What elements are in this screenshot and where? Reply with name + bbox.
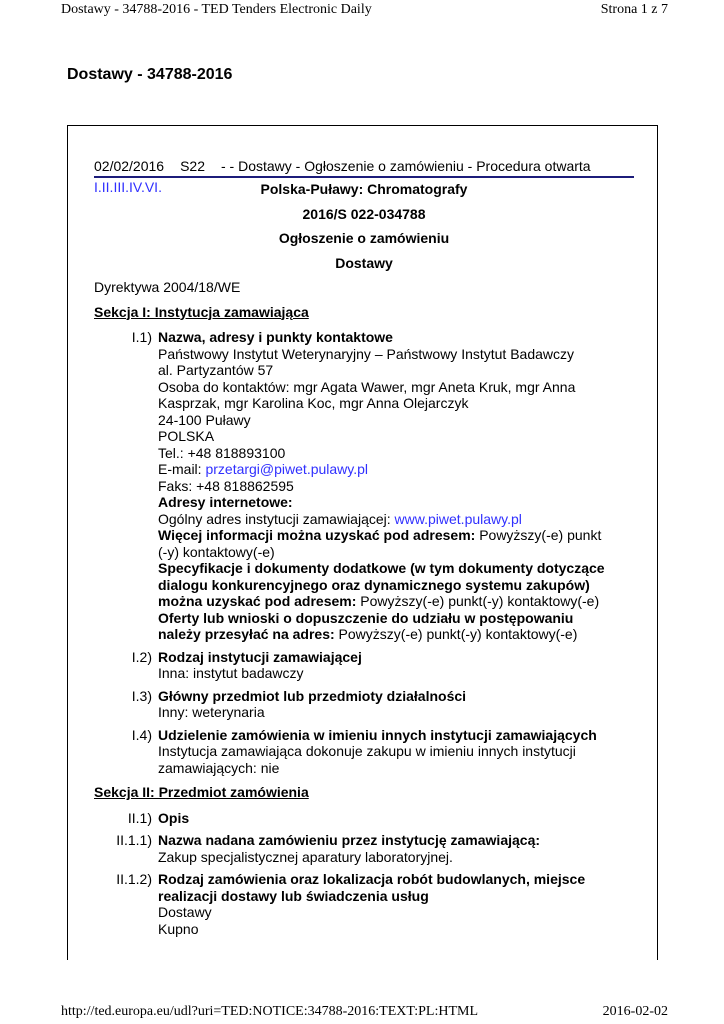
- email-line: [158, 461, 634, 478]
- contract-type: Dostawy: [335, 254, 393, 271]
- item-value: Inna: instytut badawczy: [158, 665, 304, 681]
- item-title: Nazwa, adresy i punkty kontaktowe: [158, 329, 393, 345]
- item-title: Rodzaj instytucji zamawiającej: [158, 648, 362, 665]
- item-number: II.1): [127, 809, 152, 826]
- street: al. Partyzantów 57: [158, 362, 274, 378]
- more-info-value-cont: (-y) kontaktowy(-e): [158, 543, 275, 560]
- item-value-2: Kupno: [158, 920, 199, 937]
- email-link[interactable]: przetargi@piwet.pulawy.pl: [205, 461, 369, 477]
- spec-label-1: Specyfikacje i dokumenty dodatkowe (w tym dokumenty dotyczące: [158, 560, 605, 576]
- section-1-heading: Sekcja I: Instytucja zamawiająca: [94, 303, 309, 320]
- print-footer-date: 2016-02-02: [602, 1004, 668, 1019]
- item-number: I.3): [131, 687, 152, 704]
- email-label: E-mail:: [158, 461, 206, 477]
- print-footer-url: http://ted.europa.eu/udl?uri=TED:NOTICE:34788-2016:TEXT:PL:HTML: [61, 1004, 479, 1019]
- item-i3: [94, 688, 634, 721]
- notice-series: S22: [180, 158, 205, 174]
- document-title: Dostawy - 34788-2016: [67, 66, 233, 83]
- item-number: II.1.1): [116, 832, 152, 848]
- offers-label-1: Oferty lub wnioski o dopuszczenie do udziału w postępowaniu: [158, 609, 574, 626]
- item-value-2: zamawiających: nie: [158, 759, 280, 776]
- spec-label-3: można uzyskać pod adresem:: [158, 593, 357, 609]
- section-links[interactable]: I.II.III.IV.VI.: [94, 178, 162, 195]
- item-ii1: [94, 810, 634, 827]
- frame-right-border: [657, 125, 658, 960]
- frame-left-border: [67, 125, 68, 960]
- notice-type: Ogłoszenie o zamówieniu: [278, 230, 450, 246]
- spec-line: [158, 593, 634, 610]
- item-i1: [94, 329, 634, 643]
- item-title: Opis: [158, 809, 190, 826]
- place-subject: Polska-Puławy: Chromatografy: [260, 181, 468, 197]
- notice-content: [94, 158, 634, 937]
- item-ii12: [94, 871, 634, 937]
- item-value: Inny: weterynaria: [158, 704, 265, 720]
- frame-top-border: [67, 125, 658, 126]
- item-number: I.4): [131, 726, 152, 743]
- item-number: I.1): [131, 329, 152, 345]
- notice-header-line: [94, 158, 634, 178]
- item-value-1: Dostawy: [158, 904, 212, 920]
- offers-value: Powyższy(-e) punkt(-y) kontaktowy(-e): [334, 626, 578, 642]
- more-info-value: Powyższy(-e) punkt: [475, 527, 602, 543]
- contact-persons-1: Osoba do kontaktów: mgr Agata Wawer, mgr Aneta Kruk, mgr Anna: [158, 378, 576, 395]
- city: 24-100 Puławy: [158, 411, 251, 428]
- more-info-line: [158, 527, 634, 544]
- item-title-1: Rodzaj zamówienia oraz lokalizacja robót budowlanych, miejsce: [158, 871, 586, 887]
- item-value: Zakup specjalistycznej aparatury laboratoryjnej.: [158, 848, 453, 865]
- item-i2: [94, 649, 634, 682]
- item-value-1: Instytucja zamawiająca dokonuje zakupu w imieniu innych instytucji: [158, 743, 576, 759]
- item-i4: [94, 727, 634, 777]
- internet-label: Adresy internetowe:: [158, 494, 293, 510]
- spec-value: Powyższy(-e) punkt(-y) kontaktowy(-e): [356, 593, 600, 609]
- item-number: II.1.2): [116, 871, 152, 887]
- section-2-heading: Sekcja II: Przedmiot zamówienia: [94, 784, 309, 800]
- fax: Faks: +48 818862595: [158, 477, 294, 494]
- item-title-2: realizacji dostawy lub świadczenia usług: [158, 887, 429, 904]
- country: POLSKA: [158, 428, 215, 444]
- institution-name: Państwowy Instytut Weterynaryjny – Państwowy Instytut Badawczy: [158, 345, 575, 362]
- notice-heading: - - Dostawy - Ogłoszenie o zamówieniu - Procedura otwarta: [221, 158, 591, 174]
- offers-line: [158, 626, 634, 643]
- notice-number: 2016/S 022-034788: [302, 205, 426, 222]
- telephone: Tel.: +48 818893100: [158, 444, 286, 461]
- item-title: Udzielenie zamówienia w imieniu innych instytucji zamawiających: [158, 726, 597, 743]
- general-address-line: [158, 511, 634, 528]
- item-title: Nazwa nadana zamówieniu przez instytucję zamawiającą:: [158, 832, 541, 848]
- more-info-label: Więcej informacji można uzyskać pod adresem:: [158, 527, 476, 543]
- item-title: Główny przedmiot lub przedmioty działalności: [158, 687, 467, 704]
- item-ii11: [94, 832, 634, 865]
- contact-persons-2: Kasprzak, mgr Karolina Koc, mgr Anna Olejarczyk: [158, 395, 469, 411]
- spec-label-2: dialogu konkurencyjnego oraz dynamicznego systemu zakupów): [158, 576, 590, 593]
- notice-date: 02/02/2016: [94, 158, 165, 174]
- print-header-title: Dostawy - 34788-2016 - TED Tenders Electronic Daily: [61, 2, 372, 17]
- general-address-label: Ogólny adres instytucji zamawiającej:: [158, 510, 395, 527]
- general-address-link[interactable]: www.piwet.pulawy.pl: [394, 510, 522, 527]
- item-number: I.2): [131, 648, 152, 665]
- directive: Dyrektywa 2004/18/WE: [94, 279, 241, 295]
- print-header-page: Strona 1 z 7: [600, 2, 668, 17]
- offers-label-2: należy przesyłać na adres:: [158, 626, 335, 642]
